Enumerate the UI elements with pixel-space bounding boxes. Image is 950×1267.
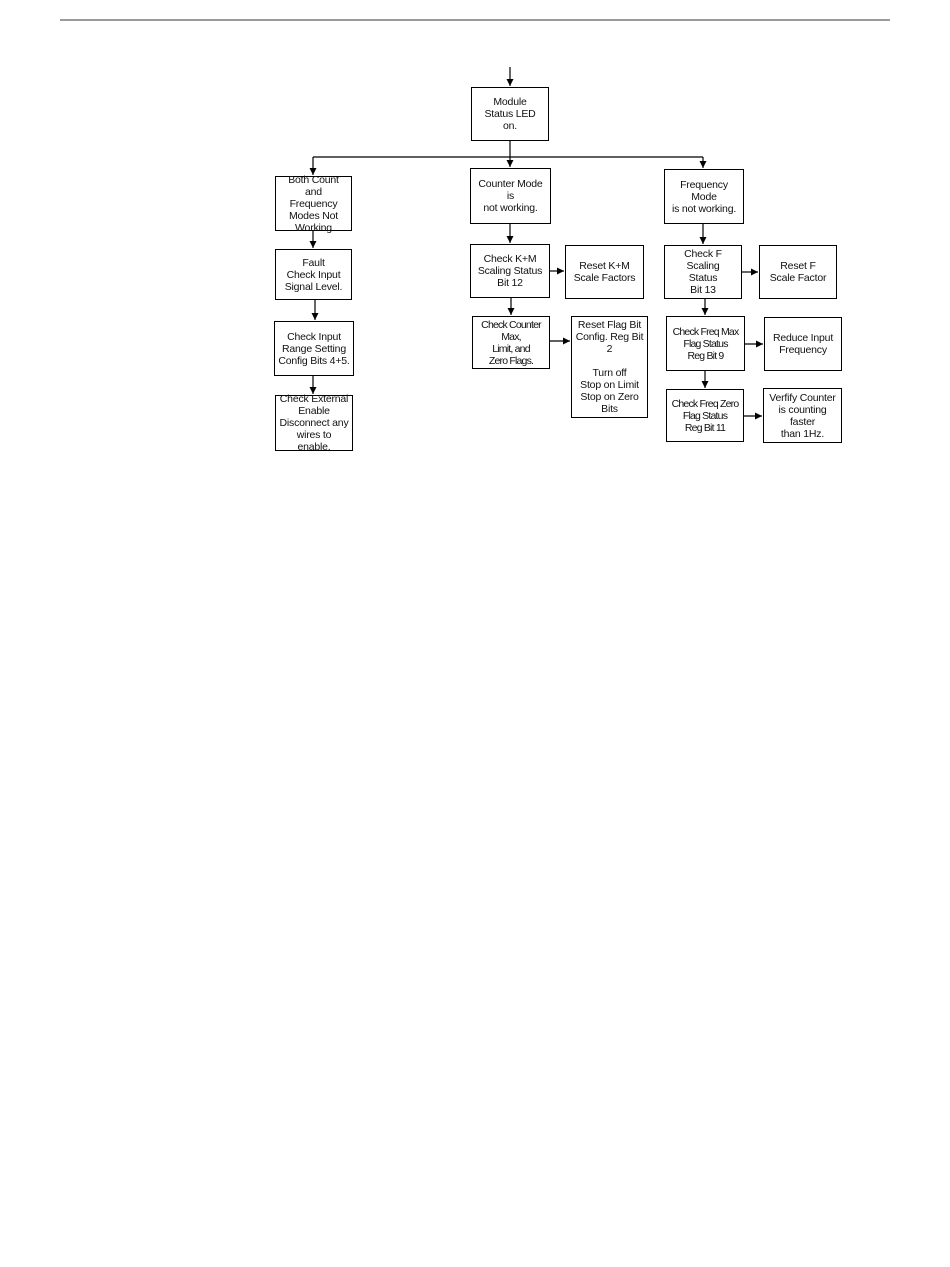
node-text: Frequency Mode is not working. xyxy=(671,178,737,215)
node-fault-check-input xyxy=(275,249,352,300)
node-both-modes-not-working xyxy=(275,173,352,234)
node-check-km-scaling xyxy=(470,244,550,298)
node-text: Both Count and Frequency Modes Not Working xyxy=(288,173,339,234)
node-text: Fault Check Input Signal Level. xyxy=(284,256,343,293)
node-reset-km-scale-factors xyxy=(565,245,644,299)
node-check-freq-max xyxy=(666,316,745,371)
node-text: Module Status LED on. xyxy=(484,96,536,132)
node-text: Reset Flag Bit Config. Reg Bit 2 Turn off Stop on Limit Stop on Zero Bits xyxy=(575,319,644,415)
node-check-external-enable xyxy=(275,395,353,451)
node-text: Check Freq Zero Flag Status Reg Bit 11 xyxy=(671,397,739,434)
node-frequency-mode-not-working xyxy=(664,169,744,224)
node-reset-f-scale-factor xyxy=(759,245,837,299)
node-text: Counter Mode is not working. xyxy=(478,178,543,214)
node-text: Check F Scaling Status Bit 13 xyxy=(684,248,722,296)
node-text: Verfify Counter is counting faster than 1Hz. xyxy=(769,391,836,440)
node-check-input-range xyxy=(274,321,354,376)
node-text: Check Input Range Setting Config Bits 4+5. xyxy=(278,330,350,367)
node-text: Check K+M Scaling Status Bit 12 xyxy=(477,253,543,289)
node-text: Check Freq Max Flag Status Reg Bit 9 xyxy=(672,325,739,362)
node-verify-counter xyxy=(763,388,842,443)
node-text: Check Counter Max, Limit, and Zero Flags. xyxy=(481,318,541,367)
node-reset-flag-bit xyxy=(571,316,648,418)
node-text: Check External Enable Disconnect any wires to enable. xyxy=(279,393,349,453)
node-module-status-led xyxy=(471,87,549,141)
node-counter-mode-not-working xyxy=(470,168,551,224)
node-text: Reset F Scale Factor xyxy=(769,260,827,284)
node-text: Reduce Input Frequency xyxy=(772,332,834,356)
node-check-f-scaling xyxy=(664,245,742,299)
node-check-freq-zero xyxy=(666,389,744,442)
node-text: Reset K+M Scale Factors xyxy=(573,260,636,284)
node-check-counter-max xyxy=(472,316,550,369)
node-reduce-input-frequency xyxy=(764,317,842,371)
